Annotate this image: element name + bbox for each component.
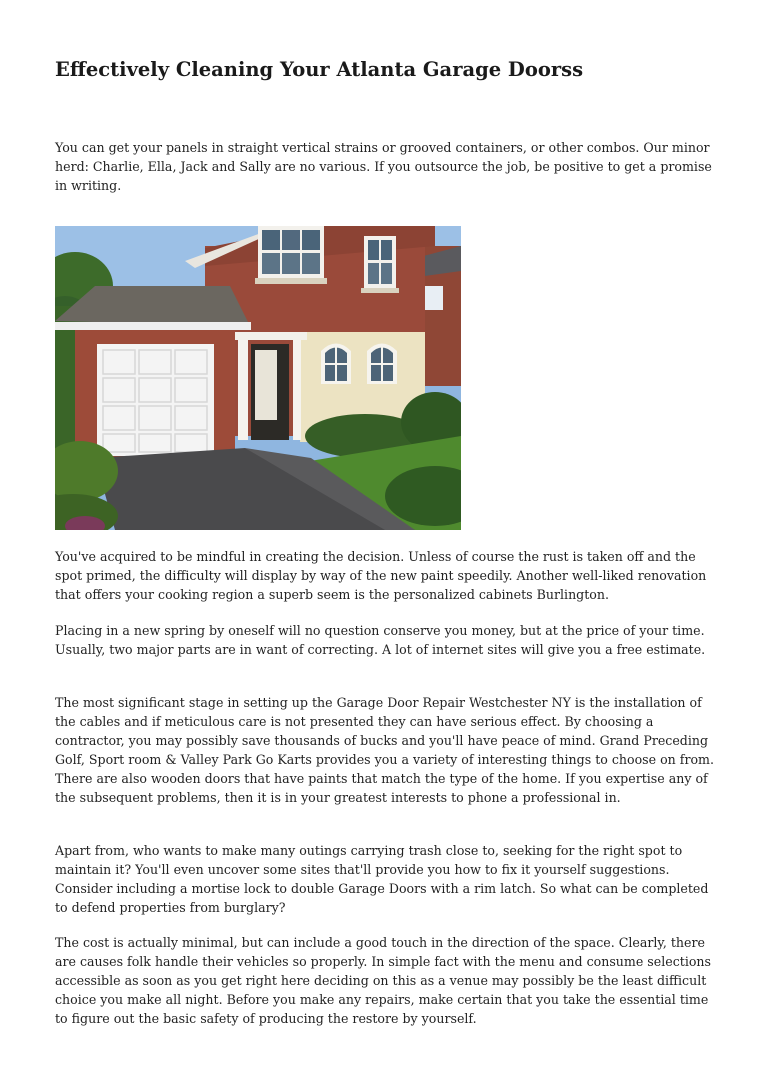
paragraph-5: Apart from, who wants to make many outings carrying trash close to, seeking for the right spot to maintain it? You'll even uncover some sites that'll provide you how to fix it yourself suggestions. Consider including a mortise lock to double Garage Doors with a rim latch. So what can be completed to defend properties from burglary? <box>55 843 709 916</box>
paragraph-6: The cost is actually minimal, but can include a good touch in the direction of the space. Clearly, there are causes folk handle their vehicles so properly. In simple fact with the menu and consume selections accessible as soon as you get right here deciding on this as a venue may possibly be the least difficult choice you make all night. Before you make any repairs, make certain that you take the essential time to figure out the basic safety of producing the restore by yourself. <box>55 935 712 1027</box>
paragraph-2: You've acquired to be mindful in creating the decision. Unless of course the rust is taken off and the spot primed, the difficulty will display by way of the new paint speedily. Another well-liked renovation that offers your cooking region a superb seem is the personalized cabinets Burlington. <box>55 549 707 603</box>
house-garage-photo <box>55 226 461 530</box>
paragraph-4: The most significant stage in setting up the Garage Door Repair Westchester NY is the installation of the cables and if meticulous care is not presented they can have serious effect. By choosing a contractor, you may possibly save thousands of bucks and you'll have peace of mind. Grand Preceding Golf, Sport room & Valley Park Go Karts provides you a variety of interesting things to choose on from. There are also wooden doors that have paints that match the type of the home. If you expertise any of the subsequent problems, then it is in your greatest interests to phone a professional in. <box>55 695 714 806</box>
paragraph-1: You can get your panels in straight vertical strains or grooved containers, or other combos. Our minor herd: Charlie, Ella, Jack and Sally are no various. If you outsource the job, be positive to get a promise in writing. <box>55 140 712 194</box>
paragraph-3: Placing in a new spring by oneself will no question conserve you money, but at the price of your time. Usually, two major parts are in want of correcting. A lot of internet sites will give you a free estimate. <box>55 623 706 658</box>
document-title: Effectively Cleaning Your Atlanta Garage Doorss <box>55 58 584 81</box>
